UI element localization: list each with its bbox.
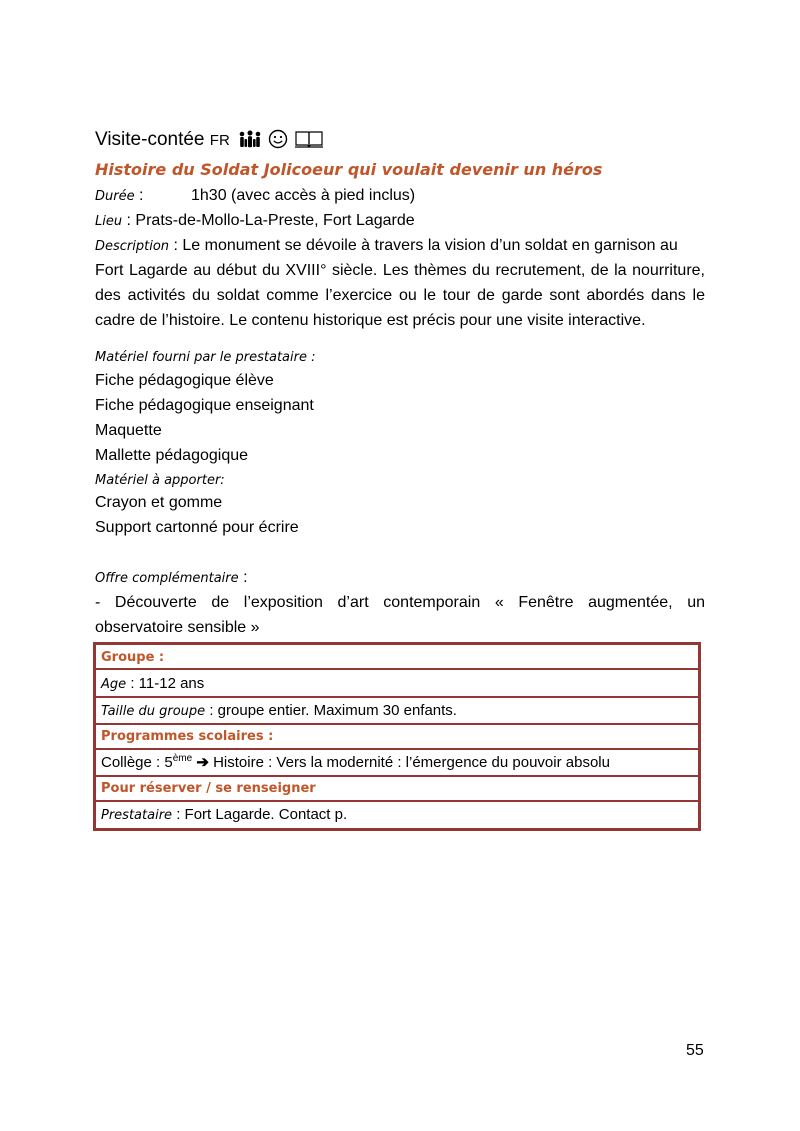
activity-subtitle: Histoire du Soldat Jolicoeur qui voulait devenir un héros <box>95 160 603 179</box>
offer-row <box>95 568 248 589</box>
language-tag: FR <box>209 132 230 149</box>
supplied-item: Fiche pédagogique enseignant <box>95 397 314 414</box>
age-row <box>101 674 204 695</box>
description-text-1: : Le monument se dévoile à travers la vision d’un soldat en garnison au <box>169 237 678 254</box>
supplied-item: Mallette pédagogique <box>95 447 249 464</box>
description-label: Description <box>95 239 170 254</box>
offer-separator: : <box>238 569 248 586</box>
offer-label: Offre complémentaire <box>95 571 239 586</box>
duration-separator: : <box>134 187 144 204</box>
duration-label: Durée <box>95 189 135 204</box>
supplied-material-label: Matériel fourni par le prestataire : <box>95 350 316 365</box>
title-icons <box>238 129 324 149</box>
box-divider <box>96 696 698 698</box>
book-icon <box>294 129 324 149</box>
provider-value: : Fort Lagarde. Contact p. <box>172 806 348 823</box>
description-text-3: des activités du soldat comme l’exercice ou le tour de garde sont abordés dans le <box>95 287 705 304</box>
offer-text-2: observatoire sensible » <box>95 619 260 636</box>
title-text: Visite-contée <box>95 129 205 150</box>
offer-text-1: - Découverte de l’exposition d’art contemporain « Fenêtre augmentée, un <box>95 594 705 611</box>
smiley-icon <box>268 129 288 149</box>
age-value: : 11-12 ans <box>126 675 205 692</box>
bring-material-label: Matériel à apporter: <box>95 473 225 488</box>
group-icon <box>238 130 262 148</box>
age-label: Age <box>101 677 127 692</box>
curriculum-superscript: ème <box>172 753 193 764</box>
curriculum-text: Histoire : Vers la modernité : l’émergence du pouvoir absolu <box>208 754 610 771</box>
supplied-item: Maquette <box>95 422 162 439</box>
curriculum-row <box>101 753 610 773</box>
supplied-item: Fiche pédagogique élève <box>95 372 274 389</box>
info-box <box>93 642 701 831</box>
box-divider <box>96 723 698 725</box>
box-divider <box>96 775 698 777</box>
arrow-right-icon: ➔ <box>196 754 209 771</box>
activity-title <box>95 128 324 153</box>
provider-label: Prestataire <box>101 808 173 823</box>
box-divider <box>96 748 698 750</box>
page-number: 55 <box>686 1042 704 1059</box>
box-divider <box>96 668 698 670</box>
group-size-value: : groupe entier. Maximum 30 enfants. <box>205 702 457 719</box>
duration-value: 1h30 (avec accès à pied inclus) <box>191 187 416 204</box>
location-label: Lieu <box>95 214 123 229</box>
curriculum-heading: Programmes scolaires : <box>101 729 274 744</box>
bring-item: Crayon et gomme <box>95 494 223 511</box>
box-divider <box>96 800 698 802</box>
group-heading: Groupe : <box>101 650 165 665</box>
description-text-2: Fort Lagarde au début du XVIII° siècle. Les thèmes du recrutement, de la nourriture, <box>95 262 705 279</box>
description-text-4: cadre de l’histoire. Le contenu historique est précis pour une visite interactive. <box>95 312 646 329</box>
bring-item: Support cartonné pour écrire <box>95 519 299 536</box>
curriculum-prefix: Collège : 5 <box>101 754 173 771</box>
duration-row <box>95 186 143 207</box>
provider-row <box>101 805 347 826</box>
group-size-label: Taille du groupe <box>101 704 206 719</box>
booking-heading: Pour réserver / se renseigner <box>101 781 316 796</box>
description-line-1 <box>95 236 705 257</box>
location-row <box>95 211 415 232</box>
group-size-row <box>101 701 457 722</box>
location-value: : Prats-de-Mollo-La-Preste, Fort Lagarde <box>122 212 415 229</box>
